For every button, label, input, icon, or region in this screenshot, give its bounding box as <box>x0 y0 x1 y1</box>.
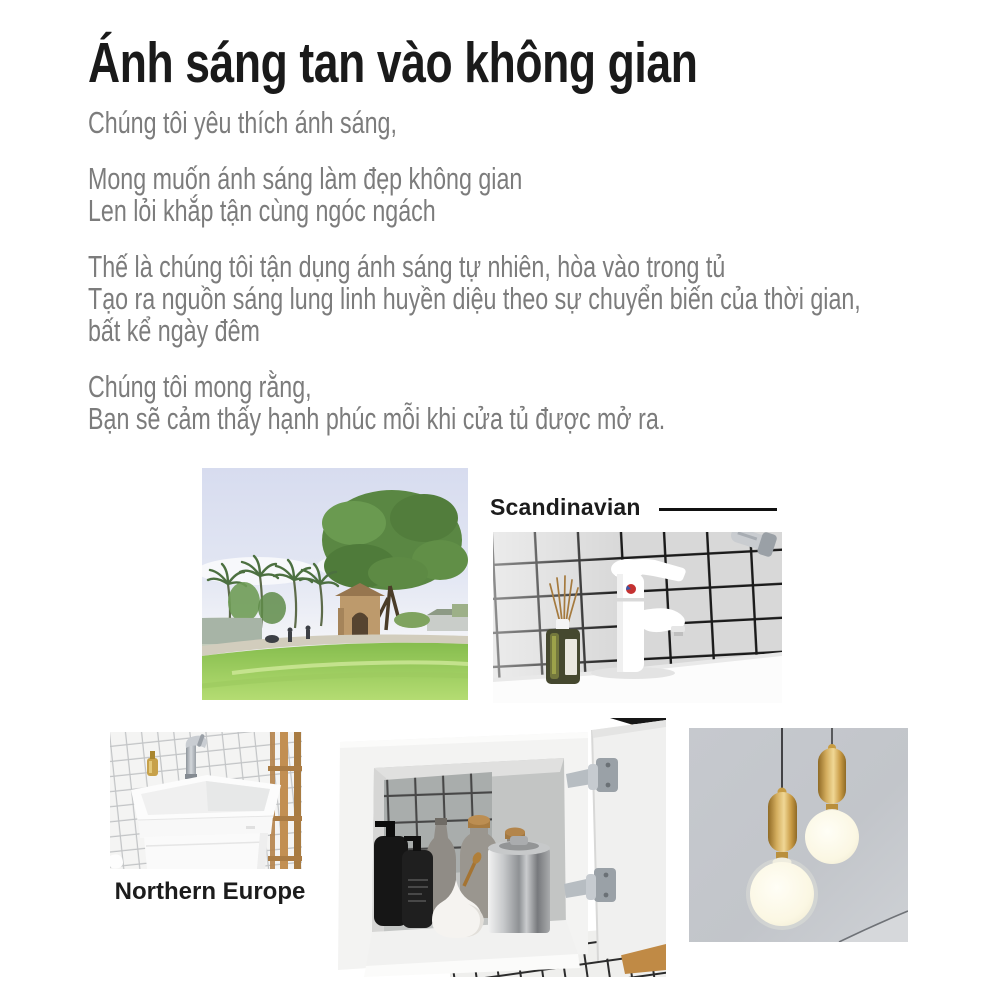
northern-europe-label: Northern Europe <box>114 878 306 905</box>
intro-text <box>88 107 861 459</box>
scandinavian-label: Scandinavian <box>490 494 641 520</box>
steel-canister <box>488 836 550 933</box>
text-line: Chúng tôi yêu thích ánh sáng, <box>88 105 397 140</box>
text-line: bất kể ngày đêm <box>88 313 260 348</box>
text-line: Bạn sẽ cảm thấy hạnh phúc mỗi khi cửa tủ được mở ra. <box>88 401 666 436</box>
pendant-photo <box>689 728 908 942</box>
text-line: Mong muốn ánh sáng làm đẹp không gian <box>88 161 523 196</box>
paragraph-1 <box>88 107 861 139</box>
paragraph-3 <box>88 251 861 347</box>
paragraph-4 <box>88 371 861 435</box>
cabinet-photo <box>330 718 666 977</box>
paragraph-2 <box>88 163 861 227</box>
village-photo <box>202 468 468 700</box>
page-title: Ánh sáng tan vào không gian <box>88 31 698 95</box>
text-line: Tạo ra nguồn sáng lung linh huyền diệu theo sự chuyển biến của thời gian, <box>88 281 861 316</box>
text-line: Thế là chúng tôi tận dụng ánh sáng tự nhiên, hòa vào trong tủ <box>88 249 726 284</box>
sink-photo <box>110 732 302 869</box>
scandinavian-heading <box>490 494 777 521</box>
divider-line <box>659 508 777 511</box>
cabinet-door <box>592 720 666 961</box>
faucet-photo <box>493 532 782 703</box>
white-basin <box>131 775 281 869</box>
text-line: Len lỏi khắp tận cùng ngóc ngách <box>88 193 436 228</box>
text-line: Chúng tôi mong rằng, <box>88 369 312 404</box>
